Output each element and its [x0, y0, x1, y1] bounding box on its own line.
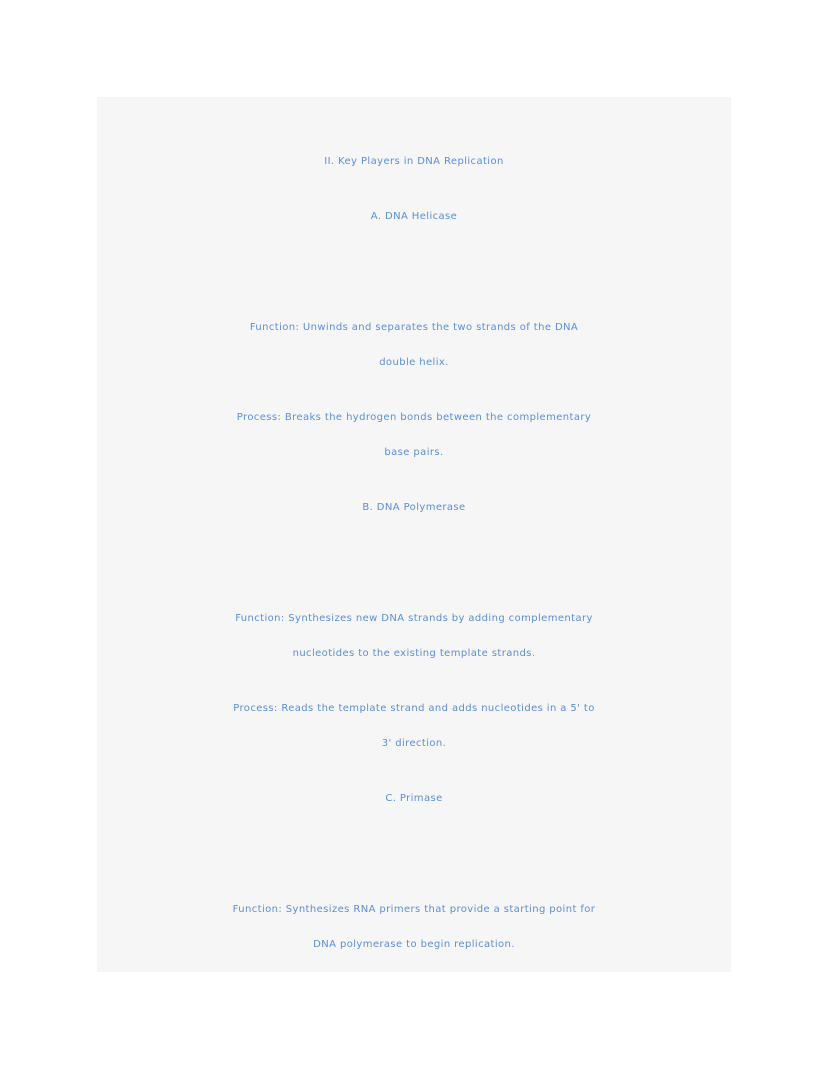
section-heading: II. Key Players in DNA Replication: [324, 156, 504, 167]
helicase-function-line-2: double helix.: [379, 357, 449, 368]
document-panel: [97, 97, 731, 972]
primase-heading: C. Primase: [385, 793, 443, 804]
polymerase-process-line-2: 3' direction.: [381, 738, 447, 749]
helicase-process-line-2: base pairs.: [384, 447, 444, 458]
polymerase-process-line-1: Process: Reads the template strand and adds nucleotides in a 5' to: [233, 703, 595, 714]
helicase-heading: A. DNA Helicase: [370, 211, 458, 222]
primase-function-line-2: DNA polymerase to begin replication.: [313, 939, 515, 950]
polymerase-function-line-1: Function: Synthesizes new DNA strands by adding complementary: [235, 613, 593, 624]
helicase-function-line-1: Function: Unwinds and separates the two strands of the DNA: [249, 322, 579, 333]
polymerase-function-line-2: nucleotides to the existing template strands.: [292, 648, 536, 659]
helicase-process-line-1: Process: Breaks the hydrogen bonds between the complementary: [236, 412, 592, 423]
primase-function-line-1: Function: Synthesizes RNA primers that provide a starting point for: [232, 904, 596, 915]
polymerase-heading: B. DNA Polymerase: [362, 502, 466, 513]
